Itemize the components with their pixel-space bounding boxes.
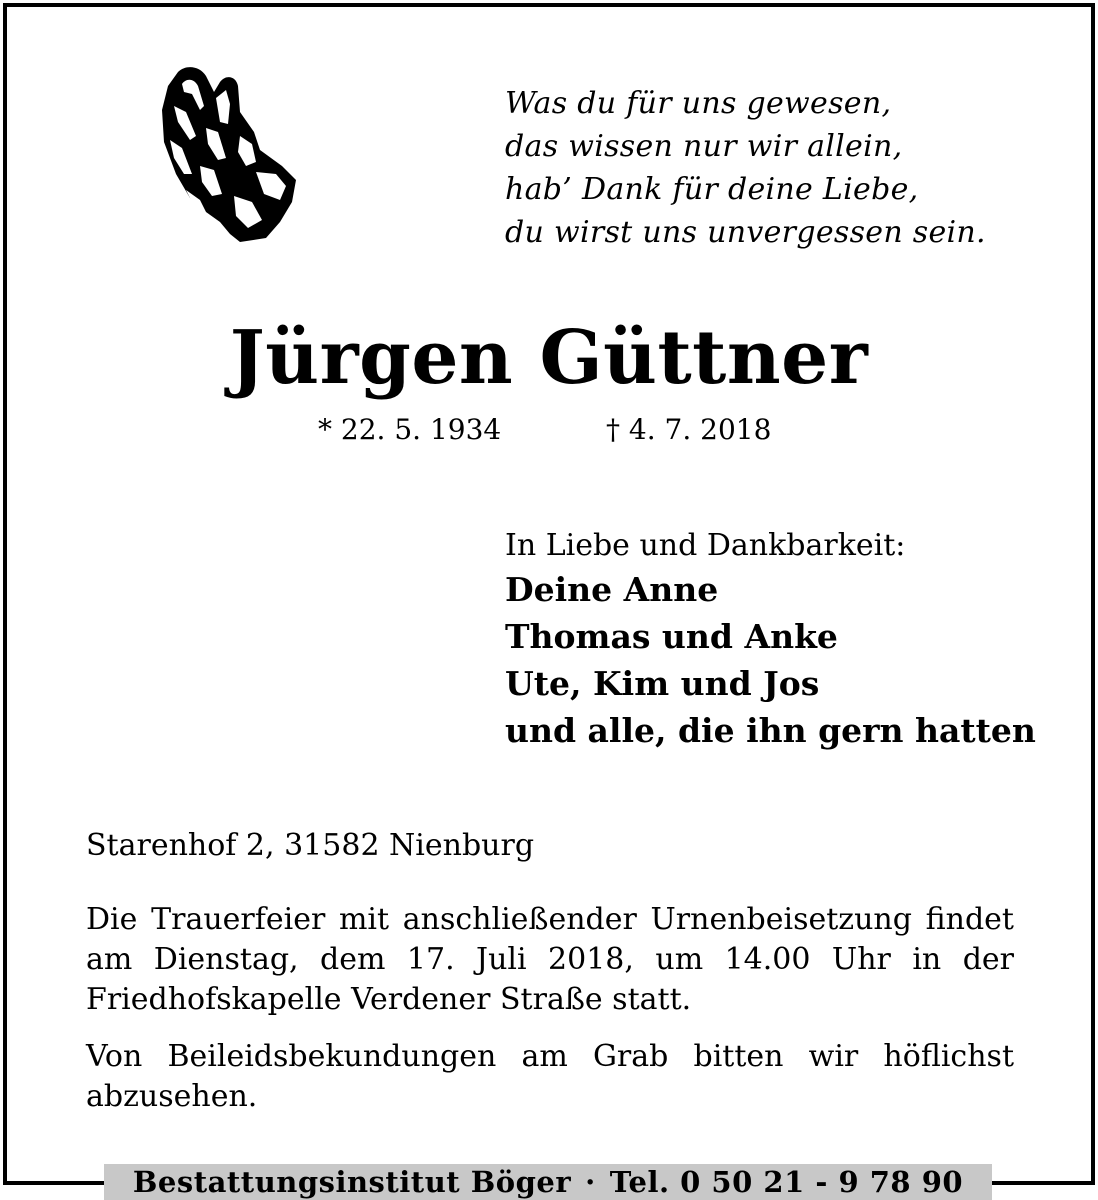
footer-separator: · <box>585 1165 596 1199</box>
poem-line: hab’ Dank für deine Liebe, <box>505 172 919 207</box>
poem-line: du wirst uns unvergessen sein. <box>505 215 986 250</box>
funeral-home-phone: Tel. 0 50 21 - 9 78 90 <box>609 1165 964 1199</box>
family-member: Ute, Kim und Jos <box>505 664 820 703</box>
family-member: und alle, die ihn gern hatten <box>505 711 1036 750</box>
funeral-service-paragraph: Die Trauerfeier mit anschließender Urnenbeisetzung findet am Dienstag, dem 17. Juli 2018, um 14.00 Uhr in der Friedhofskapelle Verdener Straße statt. <box>86 902 1014 1017</box>
death-date: † 4. 7. 2018 <box>606 413 772 446</box>
poem <box>505 82 986 254</box>
praying-hands-icon <box>156 62 302 246</box>
condolence-paragraph: Von Beileidsbekundungen am Grab bitten wir höflichst abzusehen. <box>86 1039 1014 1114</box>
family-member: Deine Anne <box>505 570 719 609</box>
birth-date: * 22. 5. 1934 <box>318 413 502 446</box>
deceased-name: Jürgen Güttner <box>229 315 869 401</box>
address: Starenhof 2, 31582 Nienburg <box>86 828 535 863</box>
family-member: Thomas und Anke <box>505 617 838 656</box>
family-intro: In Liebe und Dankbarkeit: <box>505 528 906 563</box>
family-block <box>505 526 1036 754</box>
funeral-home-banner <box>104 1164 992 1200</box>
funeral-home-name: Bestattungsinstitut Böger <box>132 1165 572 1199</box>
poem-line: Was du für uns gewesen, <box>505 86 892 121</box>
poem-line: das wissen nur wir allein, <box>505 129 903 164</box>
